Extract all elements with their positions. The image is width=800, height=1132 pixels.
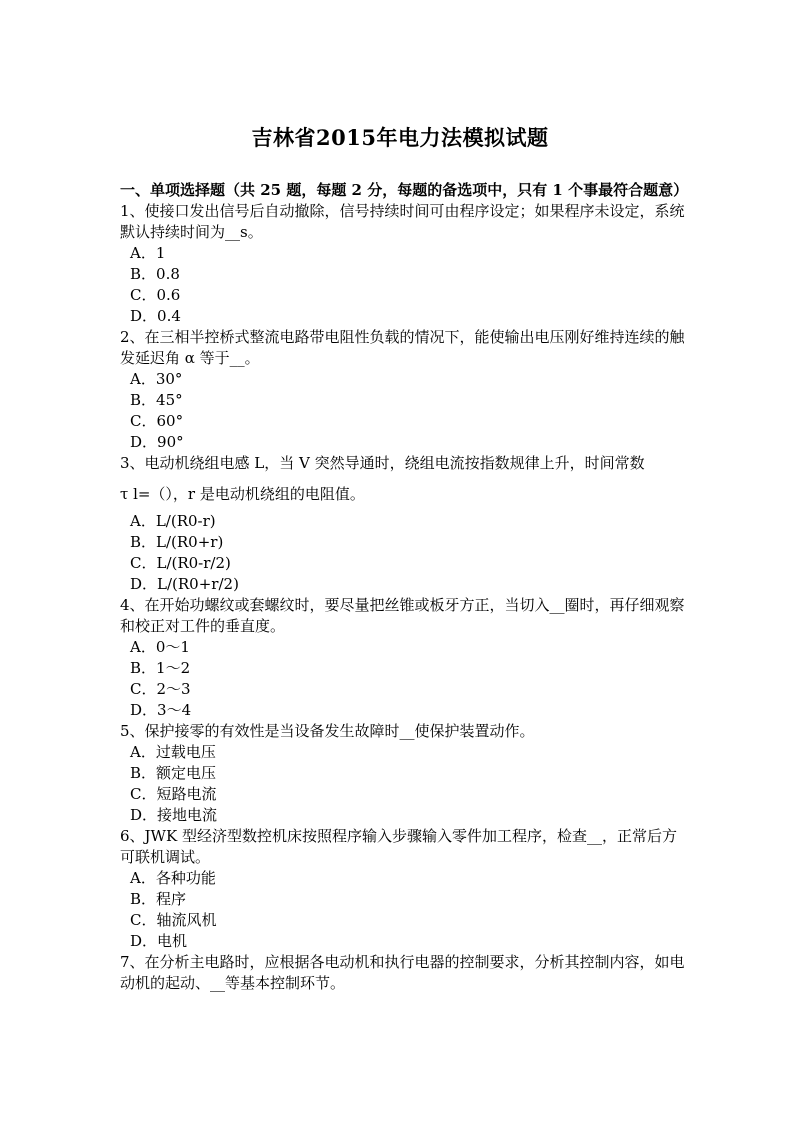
- question-stem: 5、保护接零的有效性是当设备发生故障时__使保护装置动作。: [120, 722, 535, 740]
- option-a: A．1: [130, 244, 166, 262]
- question-stem-continued: τ l=（），r 是电动机绕组的电阻值。: [120, 485, 365, 503]
- question-stem: 1、使接口发出信号后自动撤除，信号持续时间可由程序设定；如果程序未设定，系统默认持续时间为__s。: [120, 202, 685, 241]
- question-1: [120, 201, 690, 327]
- option-c: C．轴流风机: [130, 911, 217, 929]
- option-b: B．额定电压: [130, 764, 217, 782]
- option-a: A．30°: [130, 370, 183, 388]
- question-stem: 4、在开始功螺纹或套螺纹时，要尽量把丝锥或板牙方正，当切入__圈时，再仔细观察和校正对工件的垂直度。: [120, 596, 685, 635]
- question-stem: 7、在分析主电路时，应根据各电动机和执行电器的控制要求，分析其控制内容，如电动机的起动、__等基本控制环节。: [120, 953, 685, 992]
- option-b: B．1～2: [130, 659, 191, 677]
- option-c: C．2～3: [130, 680, 191, 698]
- option-a: A．L/(R0-r): [130, 512, 216, 530]
- option-d: D．电机: [130, 932, 188, 950]
- option-a: A．过载电压: [130, 743, 216, 761]
- option-c: C．短路电流: [130, 785, 217, 803]
- option-a: A．0～1: [130, 638, 190, 656]
- option-d: D．L/(R0+r/2): [130, 575, 239, 593]
- option-b: B．L/(R0+r): [130, 533, 224, 551]
- option-d: D．0.4: [130, 307, 181, 325]
- option-b: B．0.8: [130, 265, 180, 283]
- option-b: B．45°: [130, 391, 183, 409]
- option-c: C．0.6: [130, 286, 181, 304]
- document-body: [120, 180, 690, 994]
- option-d: D．90°: [130, 433, 184, 451]
- option-c: C．L/(R0-r/2): [130, 554, 231, 572]
- question-7: [120, 952, 690, 994]
- question-5: [120, 721, 690, 826]
- question-2: [120, 327, 690, 453]
- option-d: D．接地电流: [130, 806, 218, 824]
- option-d: D．3～4: [130, 701, 192, 719]
- question-stem: 6、JWK 型经济型数控机床按照程序输入步骤输入零件加工程序，检查__，正常后方可联机调试。: [120, 827, 677, 866]
- option-a: A．各种功能: [130, 869, 216, 887]
- option-b: B．程序: [130, 890, 187, 908]
- question-stem: 3、电动机绕组电感 L，当 V 突然导通时，绕组电流按指数规律上升，时间常数: [120, 454, 645, 472]
- section-heading: 一、单项选择题（共 25 题，每题 2 分，每题的备选项中，只有 1 个事最符合题意）: [120, 181, 689, 199]
- question-3: [120, 453, 690, 595]
- question-6: [120, 826, 690, 952]
- question-stem: 2、在三相半控桥式整流电路带电阻性负载的情况下，能使输出电压刚好维持连续的触发延迟角 α 等于__。: [120, 328, 685, 367]
- question-4: [120, 595, 690, 721]
- document-title: 吉林省2015年电力法模拟试题: [251, 125, 549, 150]
- option-c: C．60°: [130, 412, 184, 430]
